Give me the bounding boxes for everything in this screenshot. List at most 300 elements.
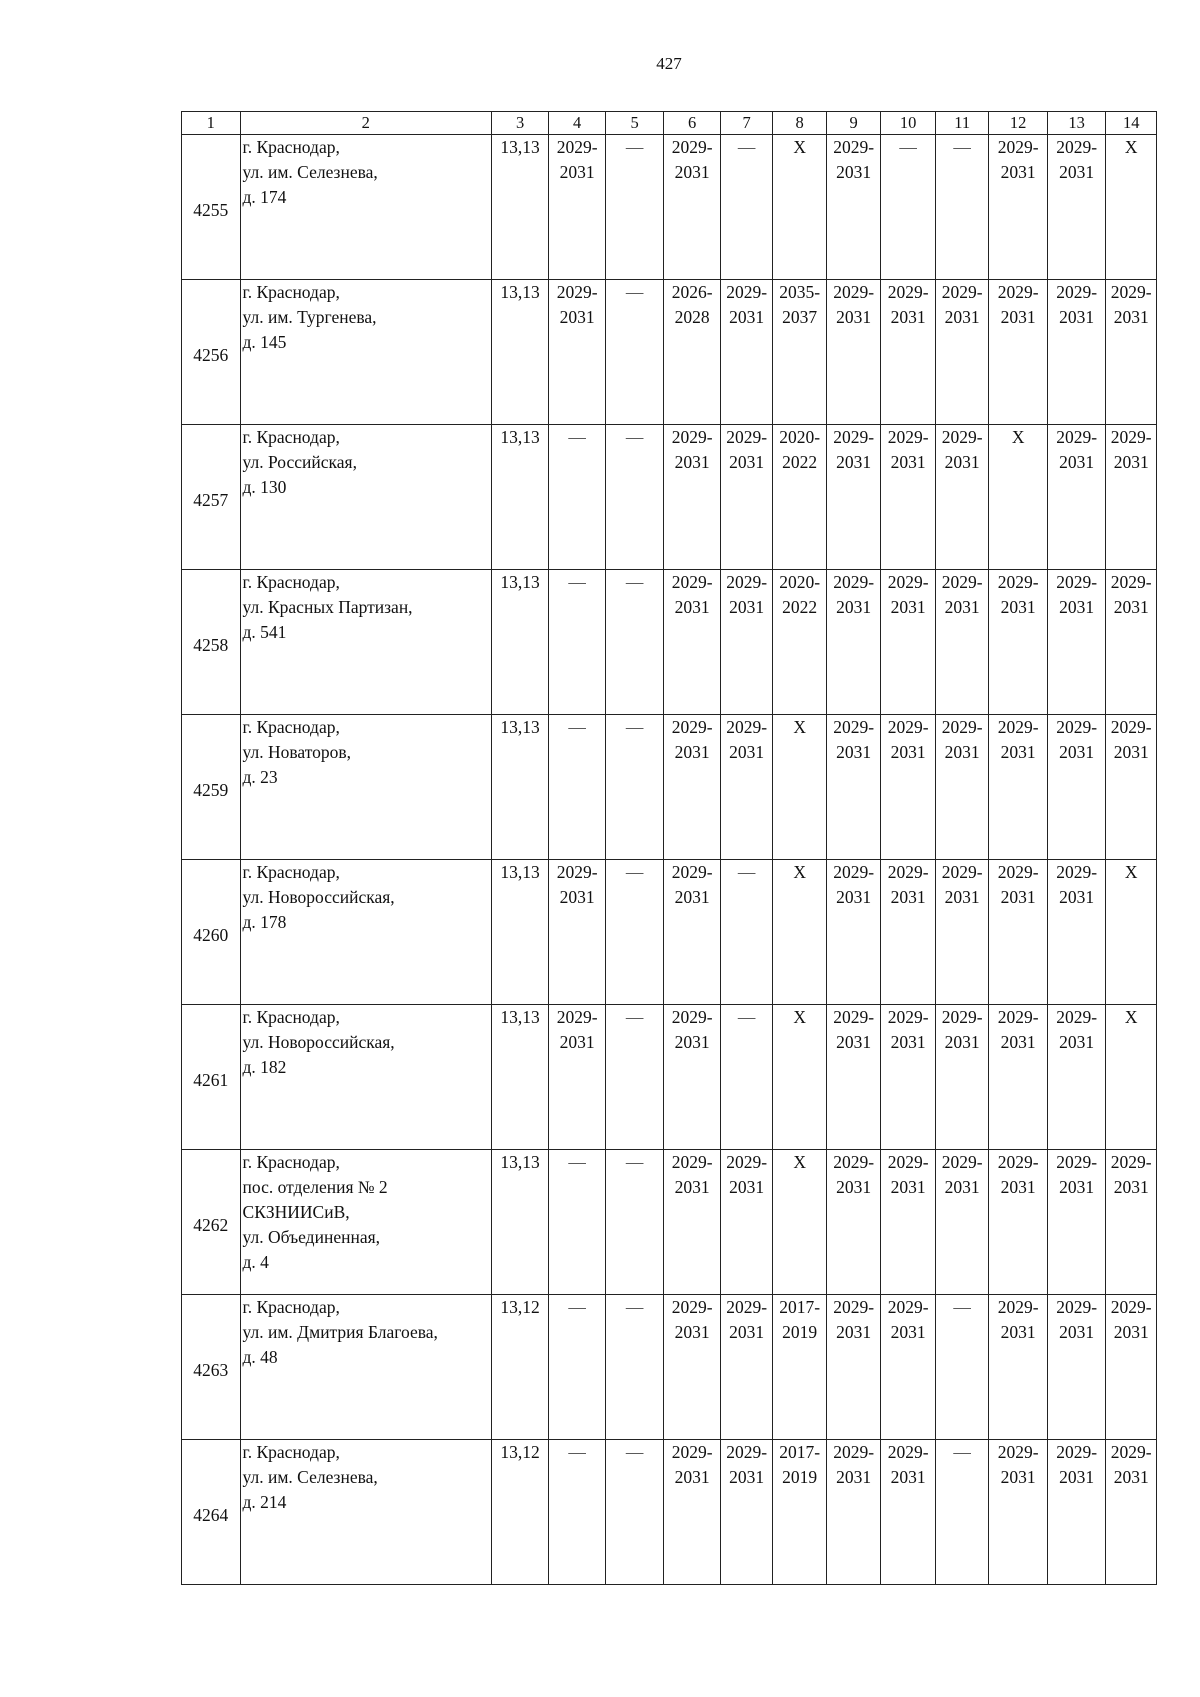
row-number-cell [182, 280, 241, 425]
value-cell-col-8 [773, 860, 826, 1005]
cell-value: 2029- [1056, 427, 1098, 447]
cell-value: 2031 [1059, 597, 1095, 617]
cell-value: 2031 [1000, 597, 1036, 617]
cell-value: 2022 [782, 452, 818, 472]
value-cell-col-7 [720, 1295, 772, 1440]
value-cell-col-11 [935, 1150, 988, 1295]
cell-value: 2029- [671, 1152, 713, 1172]
value-cell-col-4 [549, 425, 606, 570]
cell-value: — [737, 137, 756, 157]
value-cell-col-10 [881, 280, 936, 425]
cell-value: 2031 [674, 887, 710, 907]
cell-value: 13,13 [500, 862, 540, 882]
cell-value: 2029- [726, 1442, 768, 1462]
value-cell-col-14 [1106, 1295, 1157, 1440]
cell-value: — [737, 862, 756, 882]
table-row [182, 425, 1157, 570]
cell-value: — [625, 1152, 644, 1172]
value-cell-col-8 [773, 135, 826, 280]
value-cell-col-8 [773, 1150, 826, 1295]
column-header-6: 6 [664, 112, 721, 135]
value-cell-col-14 [1106, 1005, 1157, 1150]
cell-value: 2031 [944, 597, 980, 617]
row-number-cell [182, 570, 241, 715]
table-row [182, 1295, 1157, 1440]
cell-value: — [625, 1007, 644, 1027]
cell-value: 2037 [782, 307, 818, 327]
cell-value: 2029- [941, 717, 983, 737]
row-number-cell [182, 860, 241, 1005]
cell-value: 2029- [887, 717, 929, 737]
cell-value: 2031 [836, 1177, 872, 1197]
table-row [182, 1150, 1157, 1295]
value-cell-col-12 [989, 860, 1048, 1005]
address-cell [240, 715, 491, 860]
value-cell-col-9 [826, 570, 881, 715]
cell-value: 2031 [1000, 1322, 1036, 1342]
address-line: д. 214 [242, 1492, 287, 1512]
cell-value: 2031 [890, 1177, 926, 1197]
cell-value: 2031 [944, 452, 980, 472]
value-cell-col-13 [1047, 1440, 1106, 1585]
column-header-13: 13 [1047, 112, 1106, 135]
value-cell-col-6 [664, 570, 721, 715]
address-line: г. Краснодар, [242, 427, 340, 447]
cell-value: 2029- [997, 137, 1039, 157]
cell-value: 2031 [1000, 887, 1036, 907]
value-cell-col-9 [826, 1005, 881, 1150]
value-cell-col-6 [664, 715, 721, 860]
cell-value: 2031 [836, 597, 872, 617]
cell-value: — [953, 137, 971, 157]
value-cell-col-6 [664, 280, 721, 425]
cell-value: 2031 [674, 597, 710, 617]
value-cell-col-14 [1106, 1440, 1157, 1585]
cell-value: 2029- [671, 427, 713, 447]
cell-value: 2029- [1110, 282, 1152, 302]
cell-value: 2031 [729, 597, 765, 617]
value-cell-col-4 [549, 860, 606, 1005]
address-line: д. 174 [242, 187, 287, 207]
cell-value: 2031 [1059, 1032, 1095, 1052]
value-cell-col-13 [1047, 425, 1106, 570]
address-cell [240, 1295, 491, 1440]
cell-value: 2029- [887, 572, 929, 592]
value-cell-col-3 [491, 715, 549, 860]
value-cell-col-4 [549, 1440, 606, 1585]
value-cell-col-14 [1106, 570, 1157, 715]
value-cell-col-5 [605, 135, 664, 280]
value-cell-col-7 [720, 1150, 772, 1295]
cell-value: 2029- [1056, 862, 1098, 882]
address-line: д. 178 [242, 912, 287, 932]
cell-value: 2029- [833, 282, 875, 302]
value-cell-col-3 [491, 135, 549, 280]
cell-value: 2029- [833, 137, 875, 157]
cell-value: — [568, 1297, 586, 1317]
cell-value: 2031 [836, 887, 872, 907]
address-line: ул. Объединенная, [242, 1227, 381, 1247]
row-number: 4257 [193, 489, 229, 510]
cell-value: 2029- [726, 427, 768, 447]
cell-value: 13,13 [500, 572, 540, 592]
cell-value: 2031 [559, 162, 595, 182]
column-header-2: 2 [240, 112, 491, 135]
value-cell-col-12 [989, 570, 1048, 715]
value-cell-col-6 [664, 1440, 721, 1585]
value-cell-col-13 [1047, 135, 1106, 280]
value-cell-col-8 [773, 715, 826, 860]
address-cell [240, 1005, 491, 1150]
cell-value: 2031 [890, 742, 926, 762]
cell-value: 2029- [671, 717, 713, 737]
value-cell-col-3 [491, 860, 549, 1005]
cell-value: 2031 [1059, 1177, 1095, 1197]
cell-value: — [625, 572, 644, 592]
value-cell-col-11 [935, 860, 988, 1005]
cell-value: 2031 [890, 887, 926, 907]
cell-value: 2019 [782, 1322, 818, 1342]
row-number: 4263 [193, 1359, 229, 1380]
value-cell-col-9 [826, 425, 881, 570]
cell-value: 2029- [833, 862, 875, 882]
value-cell-col-8 [773, 1005, 826, 1150]
cell-value: 2017- [779, 1297, 821, 1317]
row-number: 4259 [193, 779, 229, 800]
cell-value: 2031 [559, 307, 595, 327]
address-cell [240, 135, 491, 280]
cell-value: 2029- [1056, 1297, 1098, 1317]
cell-value: X [1124, 137, 1138, 157]
value-cell-col-13 [1047, 1295, 1106, 1440]
value-cell-col-12 [989, 1295, 1048, 1440]
cell-value: 2031 [890, 307, 926, 327]
cell-value: 2031 [1059, 162, 1095, 182]
value-cell-col-11 [935, 1005, 988, 1150]
address-line: д. 541 [242, 622, 287, 642]
cell-value: — [737, 1007, 756, 1027]
value-cell-col-11 [935, 715, 988, 860]
cell-value: 2029- [556, 862, 598, 882]
cell-value: 2029- [671, 137, 713, 157]
value-cell-col-7 [720, 570, 772, 715]
cell-value: 2031 [836, 1322, 872, 1342]
value-cell-col-14 [1106, 1150, 1157, 1295]
row-number-cell [182, 135, 241, 280]
cell-value: 2029- [887, 427, 929, 447]
value-cell-col-8 [773, 280, 826, 425]
value-cell-col-3 [491, 1295, 549, 1440]
table-row [182, 135, 1157, 280]
row-number-cell [182, 1150, 241, 1295]
cell-value: 2029- [1110, 572, 1152, 592]
address-line: ул. им. Дмитрия Благоева, [242, 1322, 438, 1342]
column-header-4: 4 [549, 112, 606, 135]
row-number: 4256 [193, 344, 229, 365]
value-cell-col-10 [881, 570, 936, 715]
cell-value: 2022 [782, 597, 818, 617]
cell-value: — [568, 1152, 586, 1172]
value-cell-col-3 [491, 425, 549, 570]
cell-value: 2029- [997, 1297, 1039, 1317]
value-cell-col-4 [549, 715, 606, 860]
row-number-cell [182, 1440, 241, 1585]
address-line: д. 48 [242, 1347, 278, 1367]
value-cell-col-12 [989, 135, 1048, 280]
table-row [182, 1005, 1157, 1150]
cell-value: 2020- [779, 572, 821, 592]
value-cell-col-10 [881, 715, 936, 860]
cell-value: 2031 [1059, 742, 1095, 762]
cell-value: 2031 [944, 307, 980, 327]
value-cell-col-10 [881, 1440, 936, 1585]
cell-value: 2029- [833, 1152, 875, 1172]
value-cell-col-7 [720, 1440, 772, 1585]
cell-value: 2031 [1000, 1467, 1036, 1487]
address-line: ул. Российская, [242, 452, 357, 472]
value-cell-col-4 [549, 135, 606, 280]
value-cell-col-5 [605, 860, 664, 1005]
cell-value: 2031 [729, 452, 765, 472]
cell-value: 2029- [726, 282, 768, 302]
value-cell-col-10 [881, 1005, 936, 1150]
value-cell-col-6 [664, 1005, 721, 1150]
cell-value: 2031 [836, 1467, 872, 1487]
cell-value: 2029- [556, 137, 598, 157]
cell-value: 2029- [1110, 427, 1152, 447]
cell-value: 2020- [779, 427, 821, 447]
cell-value: 13,13 [500, 717, 540, 737]
cell-value: X [793, 137, 806, 157]
address-line: г. Краснодар, [242, 862, 340, 882]
cell-value: 2029- [833, 1007, 875, 1027]
value-cell-col-13 [1047, 1005, 1106, 1150]
column-header-11: 11 [935, 112, 988, 135]
cell-value: 2031 [944, 742, 980, 762]
cell-value: 2029- [941, 572, 983, 592]
cell-value: 2029- [997, 1442, 1039, 1462]
value-cell-col-5 [605, 715, 664, 860]
value-cell-col-7 [720, 280, 772, 425]
cell-value: — [953, 1297, 971, 1317]
value-cell-col-9 [826, 280, 881, 425]
value-cell-col-8 [773, 425, 826, 570]
cell-value: 2029- [556, 282, 598, 302]
cell-value: 2031 [836, 742, 872, 762]
row-number-cell [182, 1295, 241, 1440]
address-line: ул. им. Селезнева, [242, 162, 378, 182]
column-header-8: 8 [773, 112, 826, 135]
cell-value: 13,13 [500, 1007, 540, 1027]
cell-value: — [568, 427, 586, 447]
value-cell-col-11 [935, 1295, 988, 1440]
cell-value: 2029- [671, 1007, 713, 1027]
address-line: д. 182 [242, 1057, 287, 1077]
cell-value: 2031 [674, 162, 710, 182]
value-cell-col-5 [605, 570, 664, 715]
cell-value: 2029- [887, 1442, 929, 1462]
address-line: г. Краснодар, [242, 1297, 340, 1317]
cell-value: 2029- [997, 572, 1039, 592]
value-cell-col-7 [720, 425, 772, 570]
cell-value: 2029- [1110, 1152, 1152, 1172]
cell-value: 2029- [941, 862, 983, 882]
cell-value: — [625, 1442, 644, 1462]
cell-value: — [568, 1442, 586, 1462]
cell-value: 2031 [559, 887, 595, 907]
cell-value: 2029- [997, 1152, 1039, 1172]
value-cell-col-12 [989, 425, 1048, 570]
cell-value: 2035- [779, 282, 821, 302]
cell-value: 2029- [726, 1297, 768, 1317]
value-cell-col-13 [1047, 1150, 1106, 1295]
value-cell-col-12 [989, 1440, 1048, 1585]
value-cell-col-5 [605, 1440, 664, 1585]
cell-value: 2031 [674, 1467, 710, 1487]
cell-value: 2029- [833, 1442, 875, 1462]
cell-value: 2031 [1059, 1467, 1095, 1487]
value-cell-col-12 [989, 280, 1048, 425]
cell-value: 2029- [726, 572, 768, 592]
cell-value: 2031 [1059, 452, 1095, 472]
row-number: 4264 [193, 1504, 229, 1525]
address-line: д. 4 [242, 1252, 269, 1272]
value-cell-col-11 [935, 280, 988, 425]
value-cell-col-10 [881, 860, 936, 1005]
cell-value: X [793, 862, 806, 882]
value-cell-col-5 [605, 425, 664, 570]
cell-value: 2029- [887, 1297, 929, 1317]
value-cell-col-11 [935, 570, 988, 715]
cell-value: — [625, 862, 644, 882]
cell-value: 2017- [779, 1442, 821, 1462]
value-cell-col-8 [773, 570, 826, 715]
cell-value: 2029- [1056, 1152, 1098, 1172]
cell-value: 2031 [836, 452, 872, 472]
cell-value: 2031 [559, 1032, 595, 1052]
value-cell-col-11 [935, 425, 988, 570]
column-header-5: 5 [605, 112, 664, 135]
cell-value: 2031 [1113, 452, 1149, 472]
address-line: г. Краснодар, [242, 137, 340, 157]
cell-value: X [793, 1152, 806, 1172]
value-cell-col-10 [881, 425, 936, 570]
cell-value: 2031 [729, 1467, 765, 1487]
row-number: 4260 [193, 924, 229, 945]
value-cell-col-4 [549, 570, 606, 715]
cell-value: — [625, 717, 644, 737]
value-cell-col-4 [549, 1150, 606, 1295]
value-cell-col-12 [989, 715, 1048, 860]
value-cell-col-8 [773, 1440, 826, 1585]
cell-value: — [568, 572, 586, 592]
cell-value: 2019 [782, 1467, 818, 1487]
value-cell-col-10 [881, 135, 936, 280]
cell-value: X [793, 717, 806, 737]
cell-value: 2029- [671, 862, 713, 882]
cell-value: — [953, 1442, 971, 1462]
value-cell-col-12 [989, 1005, 1048, 1150]
value-cell-col-13 [1047, 570, 1106, 715]
cell-value: 2031 [1113, 307, 1149, 327]
cell-value: 2031 [1059, 307, 1095, 327]
table-row [182, 1440, 1157, 1585]
row-number: 4261 [193, 1069, 229, 1090]
address-cell [240, 1150, 491, 1295]
address-cell [240, 570, 491, 715]
value-cell-col-6 [664, 135, 721, 280]
cell-value: 2029- [726, 717, 768, 737]
cell-value: 2031 [1113, 597, 1149, 617]
value-cell-col-4 [549, 1005, 606, 1150]
cell-value: 2031 [1000, 1032, 1036, 1052]
cell-value: 2029- [1110, 717, 1152, 737]
value-cell-col-9 [826, 1440, 881, 1585]
value-cell-col-9 [826, 1295, 881, 1440]
cell-value: 2031 [674, 742, 710, 762]
cell-value: 2031 [1000, 1177, 1036, 1197]
address-line: СКЗНИИСиВ, [242, 1202, 350, 1222]
value-cell-col-5 [605, 1295, 664, 1440]
address-line: г. Краснодар, [242, 1152, 340, 1172]
cell-value: 2029- [671, 1297, 713, 1317]
cell-value: 2031 [729, 307, 765, 327]
cell-value: 2029- [671, 1442, 713, 1462]
address-line: г. Краснодар, [242, 1442, 340, 1462]
column-header-7: 7 [720, 112, 772, 135]
row-number-cell [182, 715, 241, 860]
cell-value: 2031 [944, 887, 980, 907]
cell-value: 2029- [997, 1007, 1039, 1027]
cell-value: 13,12 [500, 1442, 540, 1462]
cell-value: 2031 [1000, 742, 1036, 762]
column-header-12: 12 [989, 112, 1048, 135]
value-cell-col-7 [720, 135, 772, 280]
value-cell-col-13 [1047, 715, 1106, 860]
value-cell-col-9 [826, 1150, 881, 1295]
row-number: 4258 [193, 634, 229, 655]
cell-value: — [625, 137, 644, 157]
column-header-1: 1 [182, 112, 241, 135]
cell-value: 2029- [1056, 137, 1098, 157]
value-cell-col-13 [1047, 280, 1106, 425]
address-line: г. Краснодар, [242, 1007, 340, 1027]
cell-value: 2029- [941, 427, 983, 447]
address-line: ул. им. Селезнева, [242, 1467, 378, 1487]
address-line: ул. Новороссийская, [242, 1032, 395, 1052]
value-cell-col-3 [491, 1440, 549, 1585]
cell-value: X [1124, 1007, 1138, 1027]
value-cell-col-9 [826, 135, 881, 280]
cell-value: 2031 [1113, 742, 1149, 762]
cell-value: 2029- [997, 282, 1039, 302]
value-cell-col-12 [989, 1150, 1048, 1295]
address-line: ул. Новаторов, [242, 742, 352, 762]
cell-value: — [625, 1297, 644, 1317]
cell-value: 2031 [1000, 307, 1036, 327]
cell-value: 2031 [890, 1322, 926, 1342]
address-line: д. 145 [242, 332, 287, 352]
page-number: 427 [656, 54, 682, 73]
row-number-cell [182, 425, 241, 570]
row-number: 4255 [193, 199, 229, 220]
address-line: г. Краснодар, [242, 572, 340, 592]
cell-value: 2029- [1056, 282, 1098, 302]
cell-value: 2031 [1059, 1322, 1095, 1342]
cell-value: 2031 [1113, 1322, 1149, 1342]
cell-value: 2029- [997, 717, 1039, 737]
cell-value: 2031 [674, 1177, 710, 1197]
